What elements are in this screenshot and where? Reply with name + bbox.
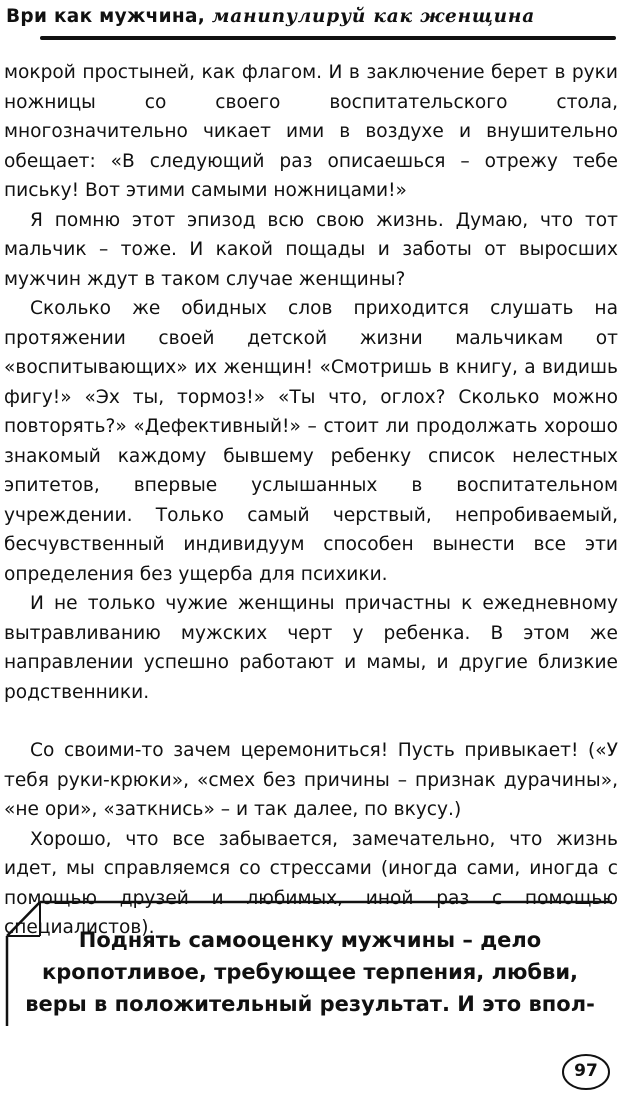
running-header (0, 0, 620, 48)
page-body (4, 58, 618, 943)
paragraph-5: Со своими-то зачем церемониться! Пусть привыкает! («У тебя руки-крюки», «смех без причины – признак дурачины», «не ори», «заткнись» – и так далее, по вкусу.) (4, 740, 618, 820)
header-title (6, 4, 616, 30)
paragraph-1: мокрой простыней, как флагом. И в заключение берет в руки ножницы со своего воспитательского стола, многозначительно чикает ими в воздухе и внушительно обещает: «В следующий раз описаешься – отрежу тебе письку! Вот этими самыми ножницами!» (4, 62, 618, 201)
header-underline (40, 36, 616, 40)
paragraph-4: И не только чужие женщины причастны к ежедневному вытравливанию мужских черт у ребенка. В этом же направлении успешно работают и мамы, и другие близкие родственники. (4, 593, 618, 703)
paragraph-6: Хорошо, что все забывается, замечательно, что жизнь идет, мы справляемся со стрессами (иногда сами, иногда с помощью друзей и любимых, иной раз с помощью специалистов). (4, 828, 618, 938)
page-number-value: 97 (574, 1061, 598, 1081)
paragraph-2: Я помню этот эпизод всю свою жизнь. Думаю, что тот мальчик – тоже. И какой пощады и заботы от выросших мужчин ждут в таком случае женщины? (4, 209, 618, 290)
callout-box (4, 892, 616, 1028)
callout-text: Поднять самооценку мужчины – дело кропотливое, требующее терпения, любви, веры в положительный результат. И это впол- (25, 928, 595, 1016)
page-number (560, 1052, 612, 1092)
paragraph-3: Сколько же обидных слов приходится слушать на протяжении своей детской жизни мальчикам от «воспитывающих» их женщин! «Смотришь в книгу, а видишь фигу!» «Эх ты, тормоз!» «Ты что, оглох? Сколько можно повторять?» «Дефективный!» – стоит ли продолжать хорошо знакомый каждому бывшему ребенку список нелестных эпитетов, впервые услышанных в воспитательном учреждении. Только самый черствый, непробиваемый, бесчувственный индивидуум способен вынести все эти определения без ущерба для психики. (4, 298, 618, 585)
header-title-italic: манипулируй как женщина (211, 6, 535, 27)
header-title-plain: Ври как мужчина, (6, 6, 206, 27)
